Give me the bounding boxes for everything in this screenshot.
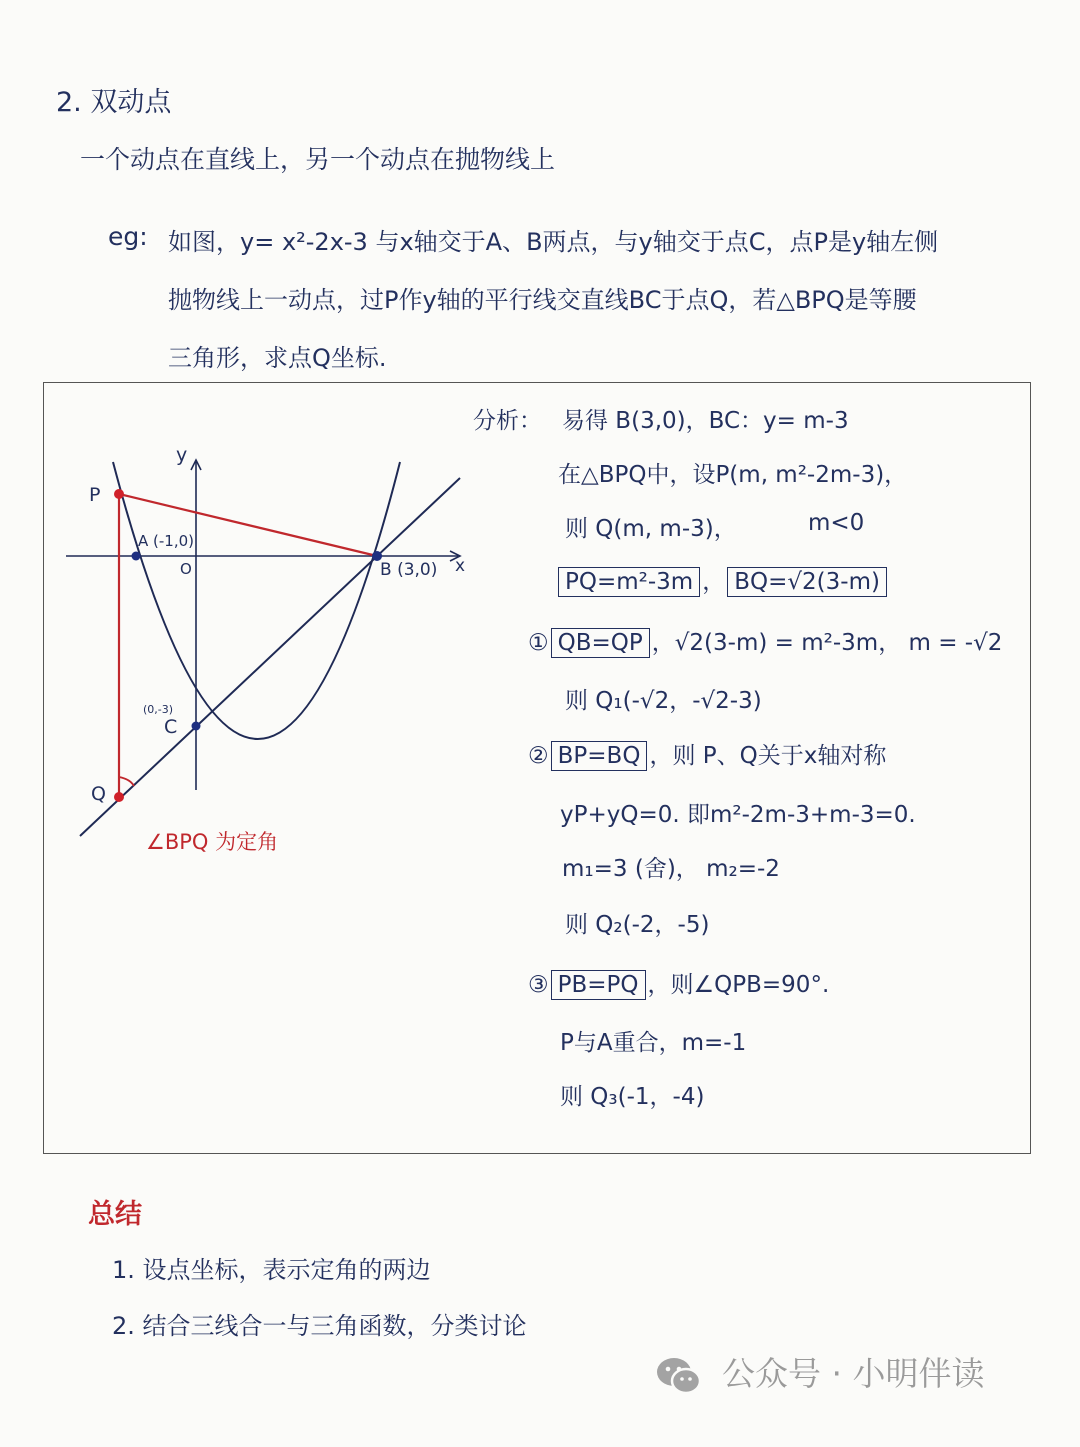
point-c <box>192 722 201 731</box>
label-c-coord: (0,-3) <box>143 703 174 716</box>
label-q: Q <box>91 783 106 805</box>
problem-line-1: 如图，y= x²-2x-3 与x轴交于A、B两点，与y轴交于点C，点P是y轴左侧 <box>168 228 939 256</box>
case-3-line <box>528 966 829 1000</box>
summary-title: 总结 <box>88 1199 142 1230</box>
angle-mark-q <box>119 777 134 786</box>
label-a: A (-1,0) <box>138 532 195 550</box>
summary-item-2: 2. 结合三线合一与三角函数，分类讨论 <box>112 1312 527 1340</box>
case-2-roots: m₁=3 (舍)， m₂=-2 <box>562 856 780 882</box>
analysis-line-3a: 则 Q(m, m-3)， <box>565 516 737 542</box>
line-bc <box>80 478 460 836</box>
problem-line-3: 三角形，求点Q坐标. <box>168 344 387 372</box>
case-3-condition: PB=PQ <box>551 970 646 1000</box>
watermark-text: 公众号 · 小明伴读 <box>722 1354 985 1393</box>
point-a <box>132 552 141 561</box>
label-y-axis: y <box>176 444 188 466</box>
separator: ， <box>702 569 726 595</box>
section-heading: 2. 双动点 <box>56 87 172 118</box>
case-1-result: 则 Q₁(-√2，-√2-3) <box>565 688 762 714</box>
problem-line-2: 抛物线上一动点，过P作y轴的平行线交直线BC于点Q，若△BPQ是等腰 <box>168 286 917 314</box>
analysis-label: 分析： <box>473 408 542 434</box>
case-2-statement: ，则 P、Q关于x轴对称 <box>649 743 887 769</box>
fixed-angle-note: ∠BPQ 为定角 <box>146 830 279 854</box>
label-x-axis: x <box>455 556 466 576</box>
parabola-figure <box>60 440 480 870</box>
pq-expression-box: PQ=m²-3m <box>558 567 700 597</box>
case-2-equation: yP+yQ=0. 即m²-2m-3+m-3=0. <box>560 802 916 828</box>
subtitle: 一个动点在直线上，另一个动点在抛物线上 <box>80 145 556 174</box>
length-expressions <box>556 563 889 597</box>
bq-expression-box: BQ=√2(3-m) <box>727 567 887 597</box>
analysis-line-1: 易得 B(3,0)，BC：y= m-3 <box>562 408 849 434</box>
label-p: P <box>89 484 101 506</box>
point-q <box>114 792 124 802</box>
case-1-condition: QB=QP <box>551 628 650 658</box>
wechat-icon <box>655 1354 703 1398</box>
summary-item-1: 1. 设点坐标，表示定角的两边 <box>112 1256 431 1284</box>
case-3-number: ③ <box>528 972 549 998</box>
case-3-result: 则 Q₃(-1，-4) <box>560 1084 705 1110</box>
label-origin: O <box>180 560 192 578</box>
case-3-coincide: P与A重合，m=-1 <box>560 1030 747 1056</box>
analysis-line-3b: m<0 <box>808 510 865 536</box>
label-b: B (3,0) <box>380 560 438 580</box>
label-c: C <box>164 716 178 738</box>
case-2-number: ② <box>528 743 549 769</box>
example-label: eg: <box>108 222 148 251</box>
analysis-line-2: 在△BPQ中，设P(m, m²-2m-3)， <box>558 462 908 488</box>
case-1-equation: ，√2(3-m) = m²-3m， m = -√2 <box>651 630 1003 656</box>
case-2-result: 则 Q₂(-2，-5) <box>565 912 710 938</box>
point-p <box>114 489 124 499</box>
case-1-line <box>528 624 1002 658</box>
case-1-number: ① <box>528 630 549 656</box>
case-2-condition: BP=BQ <box>551 741 648 771</box>
case-3-statement: ，则∠QPB=90°. <box>647 972 830 998</box>
case-2-line <box>528 737 886 771</box>
